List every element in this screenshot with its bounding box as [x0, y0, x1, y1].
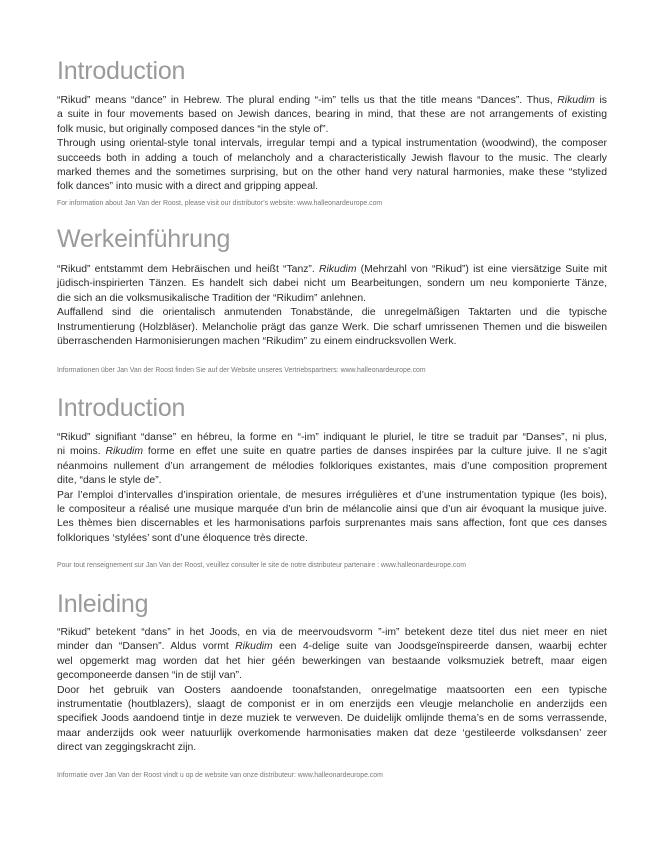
section-dutch [57, 589, 607, 779]
italic-title: Rikudim [235, 641, 273, 653]
text-run: “Rikud” betekent “dans” in het Joods, en via de meervoudsvorm ”-im” betekent deze titel dus niet meer en niet [57, 627, 607, 638]
text-line [57, 712, 607, 726]
paragraph [57, 137, 607, 195]
text-line [57, 137, 607, 151]
distributor-note: Informationen über Jan Van der Roost finden Sie auf der Website unseres Vertriebspartners: www.halleonardeurope.com [57, 367, 426, 374]
text-run: “Rikud” entstammt dem Hebräischen und heißt “Tanz”. [57, 264, 319, 275]
paragraph [57, 684, 607, 756]
text-run: direct van zeggingskracht zijn. [57, 742, 197, 754]
text-run: jüdisch-inspirierten Tänzen. Es handelt sich dabei nicht um Bearbeitungen, sondern um neu komponierte Tänze, [57, 278, 607, 290]
section-body [57, 94, 607, 195]
text-run: “Rikud” signifiant “danse” en hébreu, la forme en “-im” indiquant le pluriel, le titre se traduit par “Danses”, ni plus, [57, 432, 607, 443]
text-run: a suite in four movements based on Jewish dances, bearing in mind, that these are not arrangements of existing [57, 109, 607, 121]
text-run: minder dan “Dansen”. Aldus vormt [57, 641, 236, 653]
text-line [57, 698, 607, 712]
text-line [57, 445, 607, 459]
paragraph [57, 626, 607, 684]
text-line [57, 263, 607, 277]
text-line [57, 460, 607, 474]
text-run: wel opgemerkt mag worden dat het hier géén bewerkingen van bestaande volksmuziek betreft, maar eigen [57, 655, 607, 667]
text-run: een 4-delige suite van Joodsgeïnspireerde dansen, waarbij echter [272, 641, 607, 653]
text-run: maar anderzijds ook weer natuurlijk overkomende harmonisaties maken dat deze ‘gestileerde volksdansen’ zeer [57, 727, 607, 739]
text-run: folk music, but originally composed dances “in the style of”. [57, 123, 329, 135]
text-line [57, 727, 607, 741]
text-run: succeeds both in adding a touch of melancholy and a characteristically Jewish flavour to the music. The clearly [57, 152, 607, 164]
paragraph [57, 489, 607, 547]
text-run: Door het gebruik van Oosters aandoende toonafstanden, onregelmatige maatsoorten een een typische [57, 684, 607, 696]
text-line [57, 123, 607, 137]
section-body [57, 431, 607, 546]
text-run: folk dances” into music with a direct and gripping appeal. [57, 181, 319, 193]
text-line [57, 640, 607, 654]
text-run: forme en effet une suite en quatre parties de danses inspirées par la culture juive. Il ne s’agit [143, 446, 607, 458]
text-line [57, 335, 607, 349]
text-line [57, 503, 607, 517]
text-line [57, 517, 607, 531]
text-line [57, 532, 607, 546]
text-line [57, 431, 607, 445]
text-run: instrumentatie (houtblazers), slaagt de componist er in om enerzijds een vleugje melancholie en anderzijds een [57, 698, 607, 710]
text-line [57, 626, 607, 640]
section-heading: Werkeinführung [57, 225, 231, 253]
text-line [57, 108, 607, 122]
section-body [57, 626, 607, 756]
text-line [57, 166, 607, 180]
distributor-note: For information about Jan Van der Roost, please visit our distributor’s website: www.halleonardeurope.com [57, 200, 383, 207]
text-line [57, 741, 607, 755]
section-german [57, 224, 607, 374]
italic-title: Rikudim [105, 446, 144, 458]
text-line [57, 292, 607, 306]
section-french [57, 393, 607, 569]
section-body [57, 263, 607, 349]
paragraph [57, 94, 607, 137]
text-line [57, 489, 607, 503]
text-run: überraschenden Harmonisierungen machen “Rikudim” zu einem eindrucksvollen Werk. [57, 335, 457, 347]
text-run: ni moins. [57, 446, 106, 458]
text-line [57, 94, 607, 108]
text-run: specifiek Joods aandoend tintje in deze muziek te verweven. De duidelijk omlijnde thema’s en de soms verrassende, [57, 713, 607, 725]
text-line [57, 277, 607, 291]
text-run: Instrumentierung (Holzbläser). Melancholie prägt das ganze Werk. Die scharf umrissenen Themen und die bisweilen [57, 321, 607, 333]
text-line [57, 152, 607, 166]
text-run: dite, “dans le style de”. [57, 475, 162, 487]
section-heading: Inleiding [57, 590, 149, 618]
paragraph [57, 431, 607, 489]
text-line [57, 306, 607, 320]
section-heading: Introduction [57, 394, 186, 422]
text-run: Par l’emploi d’intervalles d’inspiration orientale, de mesures irrégulières et d’une instrumentation typique (les bois), [57, 489, 607, 501]
section-heading: Introduction [57, 57, 186, 85]
text-line [57, 321, 607, 335]
text-run: Auffallend sind die orientalisch anmutenden Tonabstände, die unregelmäßigen Taktarten und die typische [57, 307, 607, 319]
text-line [57, 669, 607, 683]
text-run: is [594, 95, 607, 106]
text-line [57, 180, 607, 194]
italic-title: Rikudim [318, 264, 357, 275]
paragraph [57, 306, 607, 349]
distributor-note: Pour tout renseignement sur Jan Van der Roost, veuillez consulter le site de notre distributeur partenaire : www.halleonardeurope.com [57, 562, 466, 569]
text-run: le compositeur a réalisé une musique marquée d’un brin de mélancolie ainsi que d’un air évoquant la musique juive. [57, 503, 607, 515]
text-run: die sich an die volksmusikalische Tradition der “Rikudim” anlehnen. [57, 292, 366, 304]
text-line [57, 684, 607, 698]
text-line [57, 655, 607, 669]
italic-title: Rikudim [557, 95, 595, 106]
text-run: Les thèmes bien discernables et les harmonisations parfois surprenantes mais sans affection, font que ces danses [57, 518, 607, 530]
text-run: (Mehrzahl von “Rikud”) ist eine viersätzige Suite mit [356, 264, 607, 275]
text-run: Through using oriental-style tonal intervals, irregular tempi and a typical instrumentation (woodwind), the composer [57, 138, 607, 150]
text-run: “Rikud” means “dance” in Hebrew. The plural ending “-im” tells us that the title means “Dances”. Thus, [57, 95, 558, 106]
section-english [57, 56, 607, 207]
text-run: marked themes and the sometimes surprising, but on the other hand very natural harmonies, make these “stylized [57, 166, 607, 178]
paragraph [57, 263, 607, 306]
text-run: néanmoins nullement d’un arrangement de mélodies folkloriques existantes, mais d’une composition proprement [57, 460, 607, 472]
text-line [57, 474, 607, 488]
distributor-note: Informatie over Jan Van der Roost vindt u op de website van onze distributeur: www.halleonardeurope.com [57, 772, 383, 779]
text-run: folkloriques ‘stylées’ sont d’une éloquence très directe. [57, 532, 308, 544]
text-run: gecomponeerde dansen “in de stijl van”. [57, 670, 242, 682]
